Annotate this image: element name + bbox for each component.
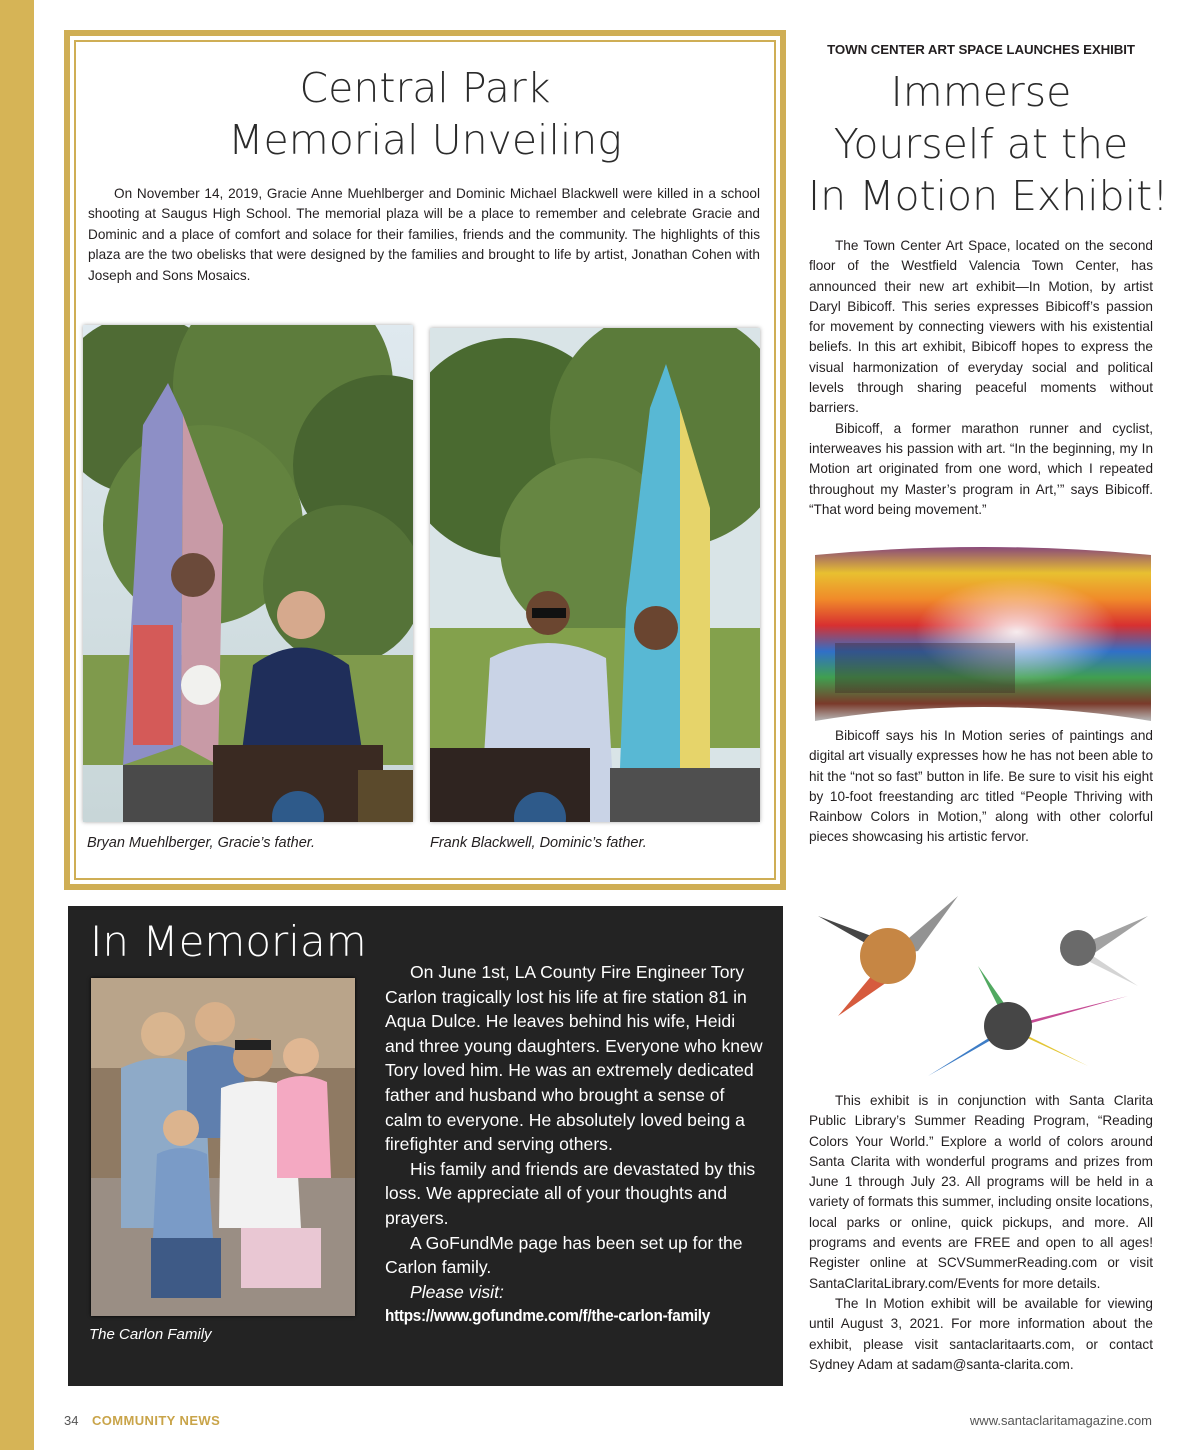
photo-frank-blackwell bbox=[430, 328, 760, 822]
article-paragraph: The In Motion exhibit will be available for viewing until August 3, 2021. For more information about the exhibit, please visit santaclaritaarts.com, or contact Sydney Adam at sadam@santa-clarita.com. bbox=[809, 1295, 1153, 1372]
gofundme-link[interactable]: https://www.gofundme.com/f/the-carlon-family bbox=[385, 1306, 711, 1326]
photo-caption: The Carlon Family bbox=[89, 1326, 212, 1343]
central-park-headline bbox=[70, 62, 780, 166]
gold-margin-bar bbox=[0, 0, 34, 1450]
in-motion-artwork-2 bbox=[808, 876, 1153, 1086]
exhibit-body-top bbox=[809, 236, 1153, 520]
photo-bryan-muehlberger bbox=[83, 325, 413, 822]
visit-label: Please visit: bbox=[410, 1281, 504, 1302]
page-number: 34 bbox=[64, 1413, 79, 1428]
exhibit-body-middle bbox=[809, 726, 1153, 848]
memoriam-title: In Memoriam bbox=[90, 917, 367, 966]
headline-line-2: Yourself at the bbox=[833, 120, 1129, 168]
photo-caption: Frank Blackwell, Dominic’s father. bbox=[430, 835, 647, 851]
headline-line-1: Central Park bbox=[299, 64, 551, 112]
article-paragraph: On November 14, 2019, Gracie Anne Muehlberger and Dominic Michael Blackwell were killed in a school shooting at Saugus High School. The memorial plaza will be a place to remember and celebrate Gracie and Dominic and a place of comfort and solace for their families, friends and the community. The highlights of this plaza are the two obelisks that were designed by the families and brought to life by artist, Jonathan Cohen with Joseph and Sons Mosaics. bbox=[88, 186, 760, 283]
central-park-body bbox=[88, 184, 760, 286]
article-paragraph: Bibicoff, a former marathon runner and cyclist, interweaves his passion with art. “In the beginning, my In Motion art originated from one word, which I repeated throughout my Master’s program in Art,’” says Bibicoff. “That word being movement.” bbox=[809, 420, 1153, 517]
memoriam-paragraph: A GoFundMe page has been set up for the Carlon family. bbox=[385, 1232, 743, 1278]
carlon-family-photo bbox=[91, 978, 355, 1316]
headline-line-3: In Motion Exhibit! bbox=[808, 172, 1169, 220]
in-memoriam-section bbox=[68, 906, 783, 1386]
exhibit-body-bottom bbox=[809, 1091, 1153, 1375]
exhibit-headline bbox=[808, 66, 1169, 222]
memoriam-body bbox=[385, 960, 765, 1329]
photo-caption: Bryan Muehlberger, Gracie’s father. bbox=[87, 835, 316, 851]
in-motion-artwork-1 bbox=[815, 543, 1151, 721]
article-paragraph: This exhibit is in conjunction with Santa Clarita Public Library’s Summer Reading Program, “Reading Colors Your World.” Explore a world of colors around Santa Clarita with wonderful programs and prizes from June 1 through July 23. All programs will be held in a variety of formats this summer, including onsite locations, local parks or online, quick pickups, and more. All programs and events are FREE and open to all ages! Register online at SCVSummerReading.com or visit SantaClaritaLibrary.com/Events for more details. bbox=[809, 1093, 1153, 1291]
headline-line-2: Memorial Unveiling bbox=[228, 116, 622, 164]
headline-line-1: Immerse bbox=[890, 68, 1072, 116]
central-park-article bbox=[64, 30, 786, 890]
section-label: COMMUNITY NEWS bbox=[92, 1413, 221, 1428]
memoriam-paragraph: His family and friends are devastated by this loss. We appreciate all of your thoughts and prayers. bbox=[385, 1158, 756, 1228]
website-url[interactable]: www.santaclaritamagazine.com bbox=[969, 1413, 1152, 1428]
exhibit-kicker: TOWN CENTER ART SPACE LAUNCHES EXHIBIT bbox=[827, 42, 1135, 57]
article-paragraph: The Town Center Art Space, located on the second floor of the Westfield Valencia Town Center, has announced their new art exhibit—In Motion, by artist Daryl Bibicoff. This series expresses Bibicoff’s passion for movement by connecting viewers with his existential beliefs. In this art exhibit, Bibicoff hopes to express the visual harmonization of everyday social and political levels through sharing peaceful moments without barriers. bbox=[809, 238, 1153, 416]
memoriam-paragraph: On June 1st, LA County Fire Engineer Tory Carlon tragically lost his life at fire station 81 in Aqua Dulce. He leaves behind his wife, Heidi and three young daughters. Everyone who knew Tory loved him. He was an extremely dedicated father and husband who brought a sense of calm to everyone. He absolutely loved being a firefighter and serving others. bbox=[385, 962, 763, 1155]
article-paragraph: Bibicoff says his In Motion series of paintings and digital art visually expresses how he has not been able to hit the “not so fast” button in life. Be sure to visit his eight by 10-foot freestanding arc titled “People Thriving with Rainbow Colors in Motion,” along with other colorful pieces showcasing his artistic fervor. bbox=[809, 728, 1153, 845]
